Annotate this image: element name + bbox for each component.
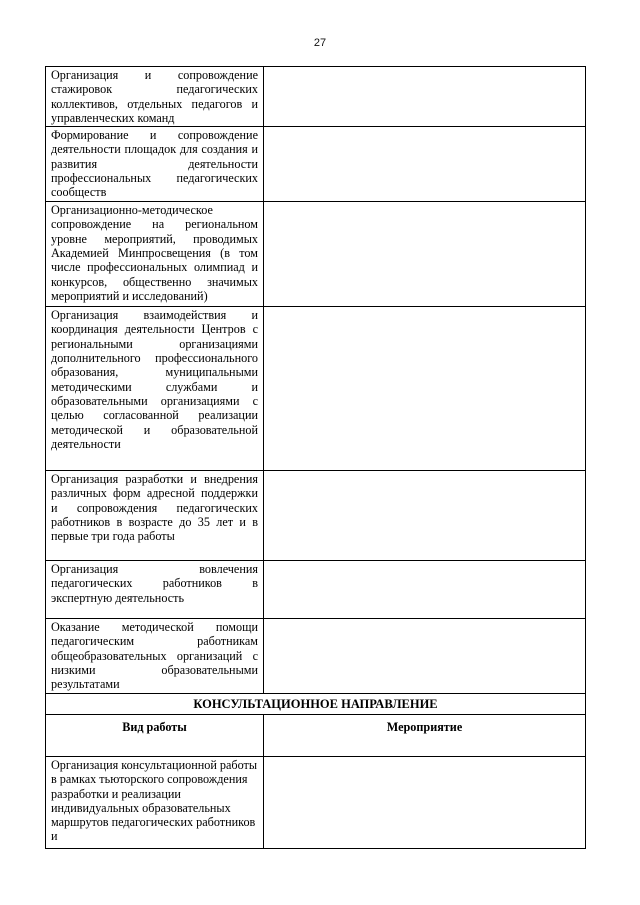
work-type-cell: Организация консультационной работы в рамках тьюторского сопровождения разработки и реализации индивидуальных образовательных маршрутов педагогических работников и <box>46 756 264 848</box>
table-row <box>46 619 586 693</box>
work-type-text: Оказание методической помощи педагогическим работникам общеобразовательных организаций с низкими образовательными результатами <box>51 620 258 692</box>
event-cell <box>264 619 586 693</box>
work-plan-table <box>45 66 586 849</box>
table-row <box>46 471 586 561</box>
section-title: КОНСУЛЬТАЦИОННОЕ НАПРАВЛЕНИЕ <box>46 693 586 714</box>
table-row <box>46 67 586 127</box>
section-header-row <box>46 693 586 714</box>
event-cell <box>264 307 586 471</box>
work-type-cell: Организация разработки и внедрения различных форм адресной поддержки и сопровождения педагогических работников в возрасте до 35 лет и в первые три года работы <box>46 471 264 561</box>
table-row <box>46 202 586 307</box>
column-header-row <box>46 714 586 756</box>
work-type-cell: Организационно-методическое сопровождение на региональном уровне мероприятий, проводимых Академией Минпросвещения (в том числе профессиональных олимпиад и конкурсов, общественно значимых мероприятий и исследований) <box>46 202 264 307</box>
column-header-type: Вид работы <box>46 714 264 756</box>
event-cell <box>264 471 586 561</box>
event-cell <box>264 67 586 127</box>
page-number: 27 <box>313 37 327 49</box>
work-type-cell: Организация вовлечения педагогических работников в экспертную деятельность <box>46 561 264 619</box>
event-cell <box>264 561 586 619</box>
table-row <box>46 307 586 471</box>
event-cell <box>264 202 586 307</box>
event-cell <box>264 127 586 202</box>
table-row <box>46 756 586 848</box>
work-type-cell: Формирование и сопровождение деятельности площадок для создания и развития деятельности профессиональных педагогических сообществ <box>46 127 264 202</box>
table-row <box>46 127 586 202</box>
table-row <box>46 561 586 619</box>
work-type-cell: Организация и сопровождение стажировок педагогических коллективов, отдельных педагогов и управленческих команд <box>46 67 264 127</box>
event-cell <box>264 756 586 848</box>
work-type-cell <box>46 619 264 693</box>
work-type-cell: Организация взаимодействия и координация деятельности Центров с региональными организациями дополнительного профессионального образования, муниципальными методическими службами и образовательными организациями с целью согласованной реализации методической и образовательной деятельности <box>46 307 264 471</box>
column-header-event: Мероприятие <box>264 714 586 756</box>
